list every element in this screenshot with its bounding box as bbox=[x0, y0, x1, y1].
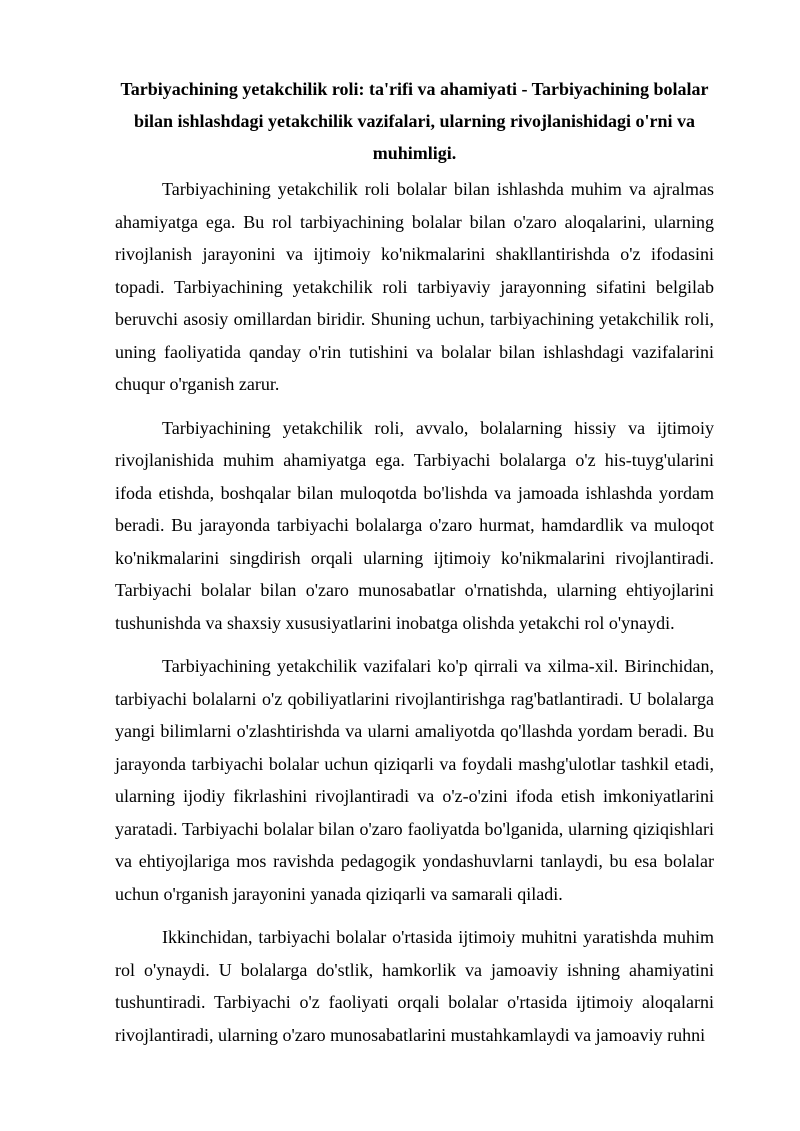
body-paragraph-1: Tarbiyachining yetakchilik roli bolalar bilan ishlashda muhim va ajralmas ahamiyatga ega. Bu rol tarbiyachining bolalar bilan o'zaro aloqalarini, ularning rivojlanish jarayonini va ijtimoiy ko'nikmalarini shakllantirishda o'z ifodasini topadi. Tarbiyachining yetakchilik roli tarbiyaviy jarayonning sifatini belgilab beruvchi asosiy omillardan biridir. Shuning uchun, tarbiyachining yetakchilik roli, uning faoliyatida qanday o'rin tutishini va bolalar bilan ishlashdagi vazifalarini chuqur o'rganish zarur. bbox=[115, 179, 714, 394]
document-title: Tarbiyachining yetakchilik roli: ta'rifi va ahamiyati - Tarbiyachining bolalar bilan ishlashdagi yetakchilik vazifalari, ularning rivojlanishidagi o'rni va muhimligi. bbox=[120, 79, 709, 163]
body-paragraph-3: Tarbiyachining yetakchilik vazifalari ko'p qirrali va xilma-xil. Birinchidan, tarbiyachi bolalarni o'z qobiliyatlarini rivojlantirishga rag'batlantiradi. U bolalarga yangi bilimlarni o'zlashtirishda va ularni amaliyotda qo'llashda yordam beradi. Bu jarayonda tarbiyachi bolalar uchun qiziqarli va foydali mashg'ulotlar tashkil etadi, ularning ijodiy fikrlashini rivojlantiradi va o'z-o'zini ifoda etish imkoniyatlarini yaratadi. Tarbiyachi bolalar bilan o'zaro faoliyatda bo'lganida, ularning qiziqishlari va ehtiyojlariga mos ravishda pedagogik yondashuvlarni tanlaydi, bu esa bolalar uchun o'rganish jarayonini yanada qiziqarli va samarali qiladi. bbox=[115, 656, 714, 904]
body-paragraph-4: Ikkinchidan, tarbiyachi bolalar o'rtasida ijtimoiy muhitni yaratishda muhim rol o'ynaydi. U bolalarga do'stlik, hamkorlik va jamoaviy ishning ahamiyatini tushuntiradi. Tarbiyachi o'z faoliyati orqali bolalar o'rtasida ijtimoiy aloqalarni rivojlantiradi, ularning o'zaro munosabatlarini mustahkamlaydi va jamoaviy ruhni bbox=[115, 927, 714, 1045]
body-paragraph-2: Tarbiyachining yetakchilik roli, avvalo, bolalarning hissiy va ijtimoiy rivojlanishida muhim ahamiyatga ega. Tarbiyachi bolalarga o'z his-tuyg'ularini ifoda etishda, boshqalar bilan muloqotda bo'lishda va jamoada ishlashda yordam beradi. Bu jarayonda tarbiyachi bolalarga o'zaro hurmat, hamdardlik va muloqot ko'nikmalarini singdirish orqali ularning ijtimoiy ko'nikmalarini rivojlantiradi. Tarbiyachi bolalar bilan o'zaro munosabatlar o'rnatishda, ularning ehtiyojlarini tushunishda va shaxsiy xususiyatlarini inobatga olishda yetakchi rol o'ynaydi. bbox=[115, 417, 714, 633]
